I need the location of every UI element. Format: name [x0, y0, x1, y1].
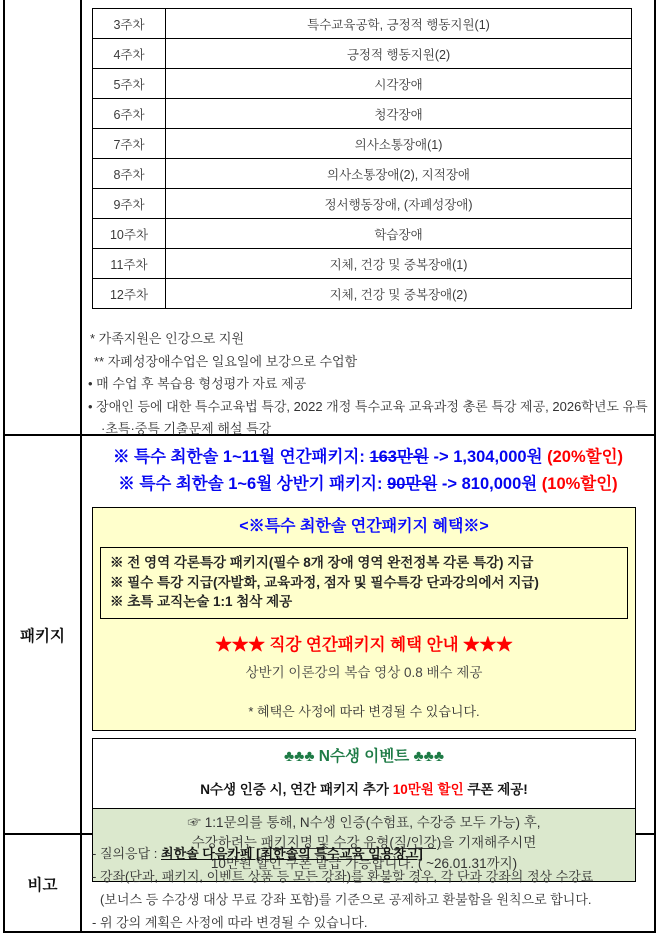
event-title: ♣♣♣ N수생 이벤트 ♣♣♣	[283, 747, 444, 765]
week-cell: 8주차	[93, 159, 166, 189]
discount-rate: (20%할인)	[547, 448, 624, 466]
table-row	[93, 99, 632, 129]
table-row	[93, 249, 632, 279]
original-price-strikethrough: 90만원	[387, 475, 438, 493]
remarks-line-refund: - 강좌(단과, 패키지, 이벤트 상품 등 모든 강좌)를 환불할 경우, 각 단과 강좌의 정상 수강료	[92, 869, 594, 884]
original-price-strikethrough: 163만원	[369, 448, 429, 466]
coupon-line	[93, 780, 635, 799]
week-cell: 9주차	[93, 189, 166, 219]
remarks-line-qna	[92, 842, 648, 865]
benefit-item: ※ 필수 특강 지급(자발화, 교육과정, 점자 및 필수특강 단과강의에서 지급)	[110, 574, 539, 590]
package-label: 패키지	[5, 436, 82, 833]
week-cell: 5주차	[93, 69, 166, 99]
week-cell: 10주차	[93, 219, 166, 249]
discounted-price: 1,304,000원	[453, 448, 548, 466]
detail-prefix: 수강하려는	[191, 835, 261, 850]
benefit-box-title: <※특수 최한솔 연간패키지 혜택※>	[239, 518, 489, 535]
table-row	[93, 39, 632, 69]
price-arrow: ->	[437, 475, 462, 493]
note-item: • 매 수업 후 복습용 형성평가 자료 제공	[88, 376, 307, 391]
benefit-items-box	[100, 547, 628, 619]
week-cell: 4주차	[93, 39, 166, 69]
week-cell: 3주차	[93, 9, 166, 39]
section-schedule	[5, 0, 654, 434]
table-row	[93, 219, 632, 249]
event-detail-line: ☞ 1:1문의를 통해, N수생 인증(수험표, 수강증 모두 가능) 후,	[187, 814, 541, 830]
weeks-table	[92, 8, 632, 309]
annual-price-line	[82, 444, 654, 471]
schedule-content-cell	[82, 0, 654, 434]
topic-cell: 청각장애	[166, 99, 632, 129]
week-cell: 11주차	[93, 249, 166, 279]
note-item: ** 자폐성장애수업은 일요일에 보강으로 수업함	[94, 353, 358, 369]
table-row	[93, 129, 632, 159]
coupon-suffix: 쿠폰 제공!	[463, 781, 528, 797]
remarks-line-change: - 위 강의 계획은 사정에 따라 변경될 수 있습니다.	[92, 915, 368, 930]
remarks-label: 비고	[5, 835, 82, 933]
week-cell: 7주차	[93, 129, 166, 159]
benefit-disclaimer: * 혜택은 사정에 따라 변경될 수 있습니다.	[248, 703, 480, 719]
cafe-link[interactable]: 최한솔 다음카페 [최한솔의 특수교육 임용창고]	[161, 846, 423, 861]
event-detail-line: 10만원 할인 쿠폰 발급 가능합니다. ( ~26.01.31까지)	[210, 855, 518, 871]
price-prefix: ※ 특수 최한솔 1~6월 상반기 패키지:	[118, 475, 388, 493]
discounted-price: 810,000원	[461, 475, 542, 493]
table-row	[93, 189, 632, 219]
table-row	[93, 159, 632, 189]
coupon-discount-highlight: 10만원 할인	[392, 781, 464, 797]
note-item: * 가족지원은 인강으로 지원	[90, 331, 245, 346]
topic-cell: 특수교육공학, 긍정적 행동지원(1)	[166, 9, 632, 39]
benefit-item: ※ 초특 교직논술 1:1 첨삭 제공	[110, 594, 293, 609]
topic-cell: 지체, 건강 및 중복장애(2)	[166, 279, 632, 309]
topic-cell: 긍정적 행동지원(2)	[166, 39, 632, 69]
outer-table	[3, 0, 656, 933]
price-prefix: ※ 특수 최한솔 1~11월 연간패키지:	[112, 448, 370, 466]
schedule-label-cell	[5, 0, 82, 434]
half-year-price-line	[82, 471, 654, 498]
benefit-item: ※ 전 영역 각론특강 패키지(필수 8개 장애 영역 완전정복 각론 특강) 지급	[110, 555, 534, 570]
note-item: • 장애인 등에 대한 특수교육법 특강, 2022 개정 특수교육 교육과정 총론 특강 제공, 2026학년도 유특·초특·중특 기출문제 해설 특강	[88, 398, 648, 436]
week-cell: 12주차	[93, 279, 166, 309]
topic-cell: 지체, 건강 및 중복장애(1)	[166, 249, 632, 279]
topic-cell: 정서행동장애, (자폐성장애)	[166, 189, 632, 219]
topic-cell: 시각장애	[166, 69, 632, 99]
topic-cell: 의사소통장애(2), 지적장애	[166, 159, 632, 189]
qna-prefix: - 질의응답 :	[92, 846, 162, 861]
section-remarks	[5, 833, 654, 933]
table-row	[93, 279, 632, 309]
remarks-line-refund-cont: (보너스 등 수강생 대상 무료 강좌 포함)를 기준으로 공제하고 환불함을 원칙으로 합니다.	[100, 892, 592, 907]
benefit-highlight-banner: ★★★ 직강 연간패키지 혜택 안내 ★★★	[215, 635, 513, 654]
table-row	[93, 69, 632, 99]
coupon-prefix: N수생 인증 시, 연간 패키지 추가	[200, 781, 393, 797]
detail-suffix: 을 기재해주시면	[441, 835, 537, 850]
schedule-notes	[88, 328, 648, 441]
topic-cell: 의사소통장애(1)	[166, 129, 632, 159]
week-cell: 6주차	[93, 99, 166, 129]
remarks-content-cell	[82, 835, 654, 933]
benefit-box	[92, 507, 636, 731]
price-arrow: ->	[428, 448, 454, 466]
replay-benefit-line: 상반기 이론강의 복습 영상 0.8 배수 제공	[245, 664, 483, 680]
detail-underlined-text: 패키지명 및 수강 유형(직/인강)	[260, 835, 442, 850]
table-row	[93, 9, 632, 39]
discount-rate: (10%할인)	[541, 475, 618, 493]
topic-cell: 학습장애	[166, 219, 632, 249]
